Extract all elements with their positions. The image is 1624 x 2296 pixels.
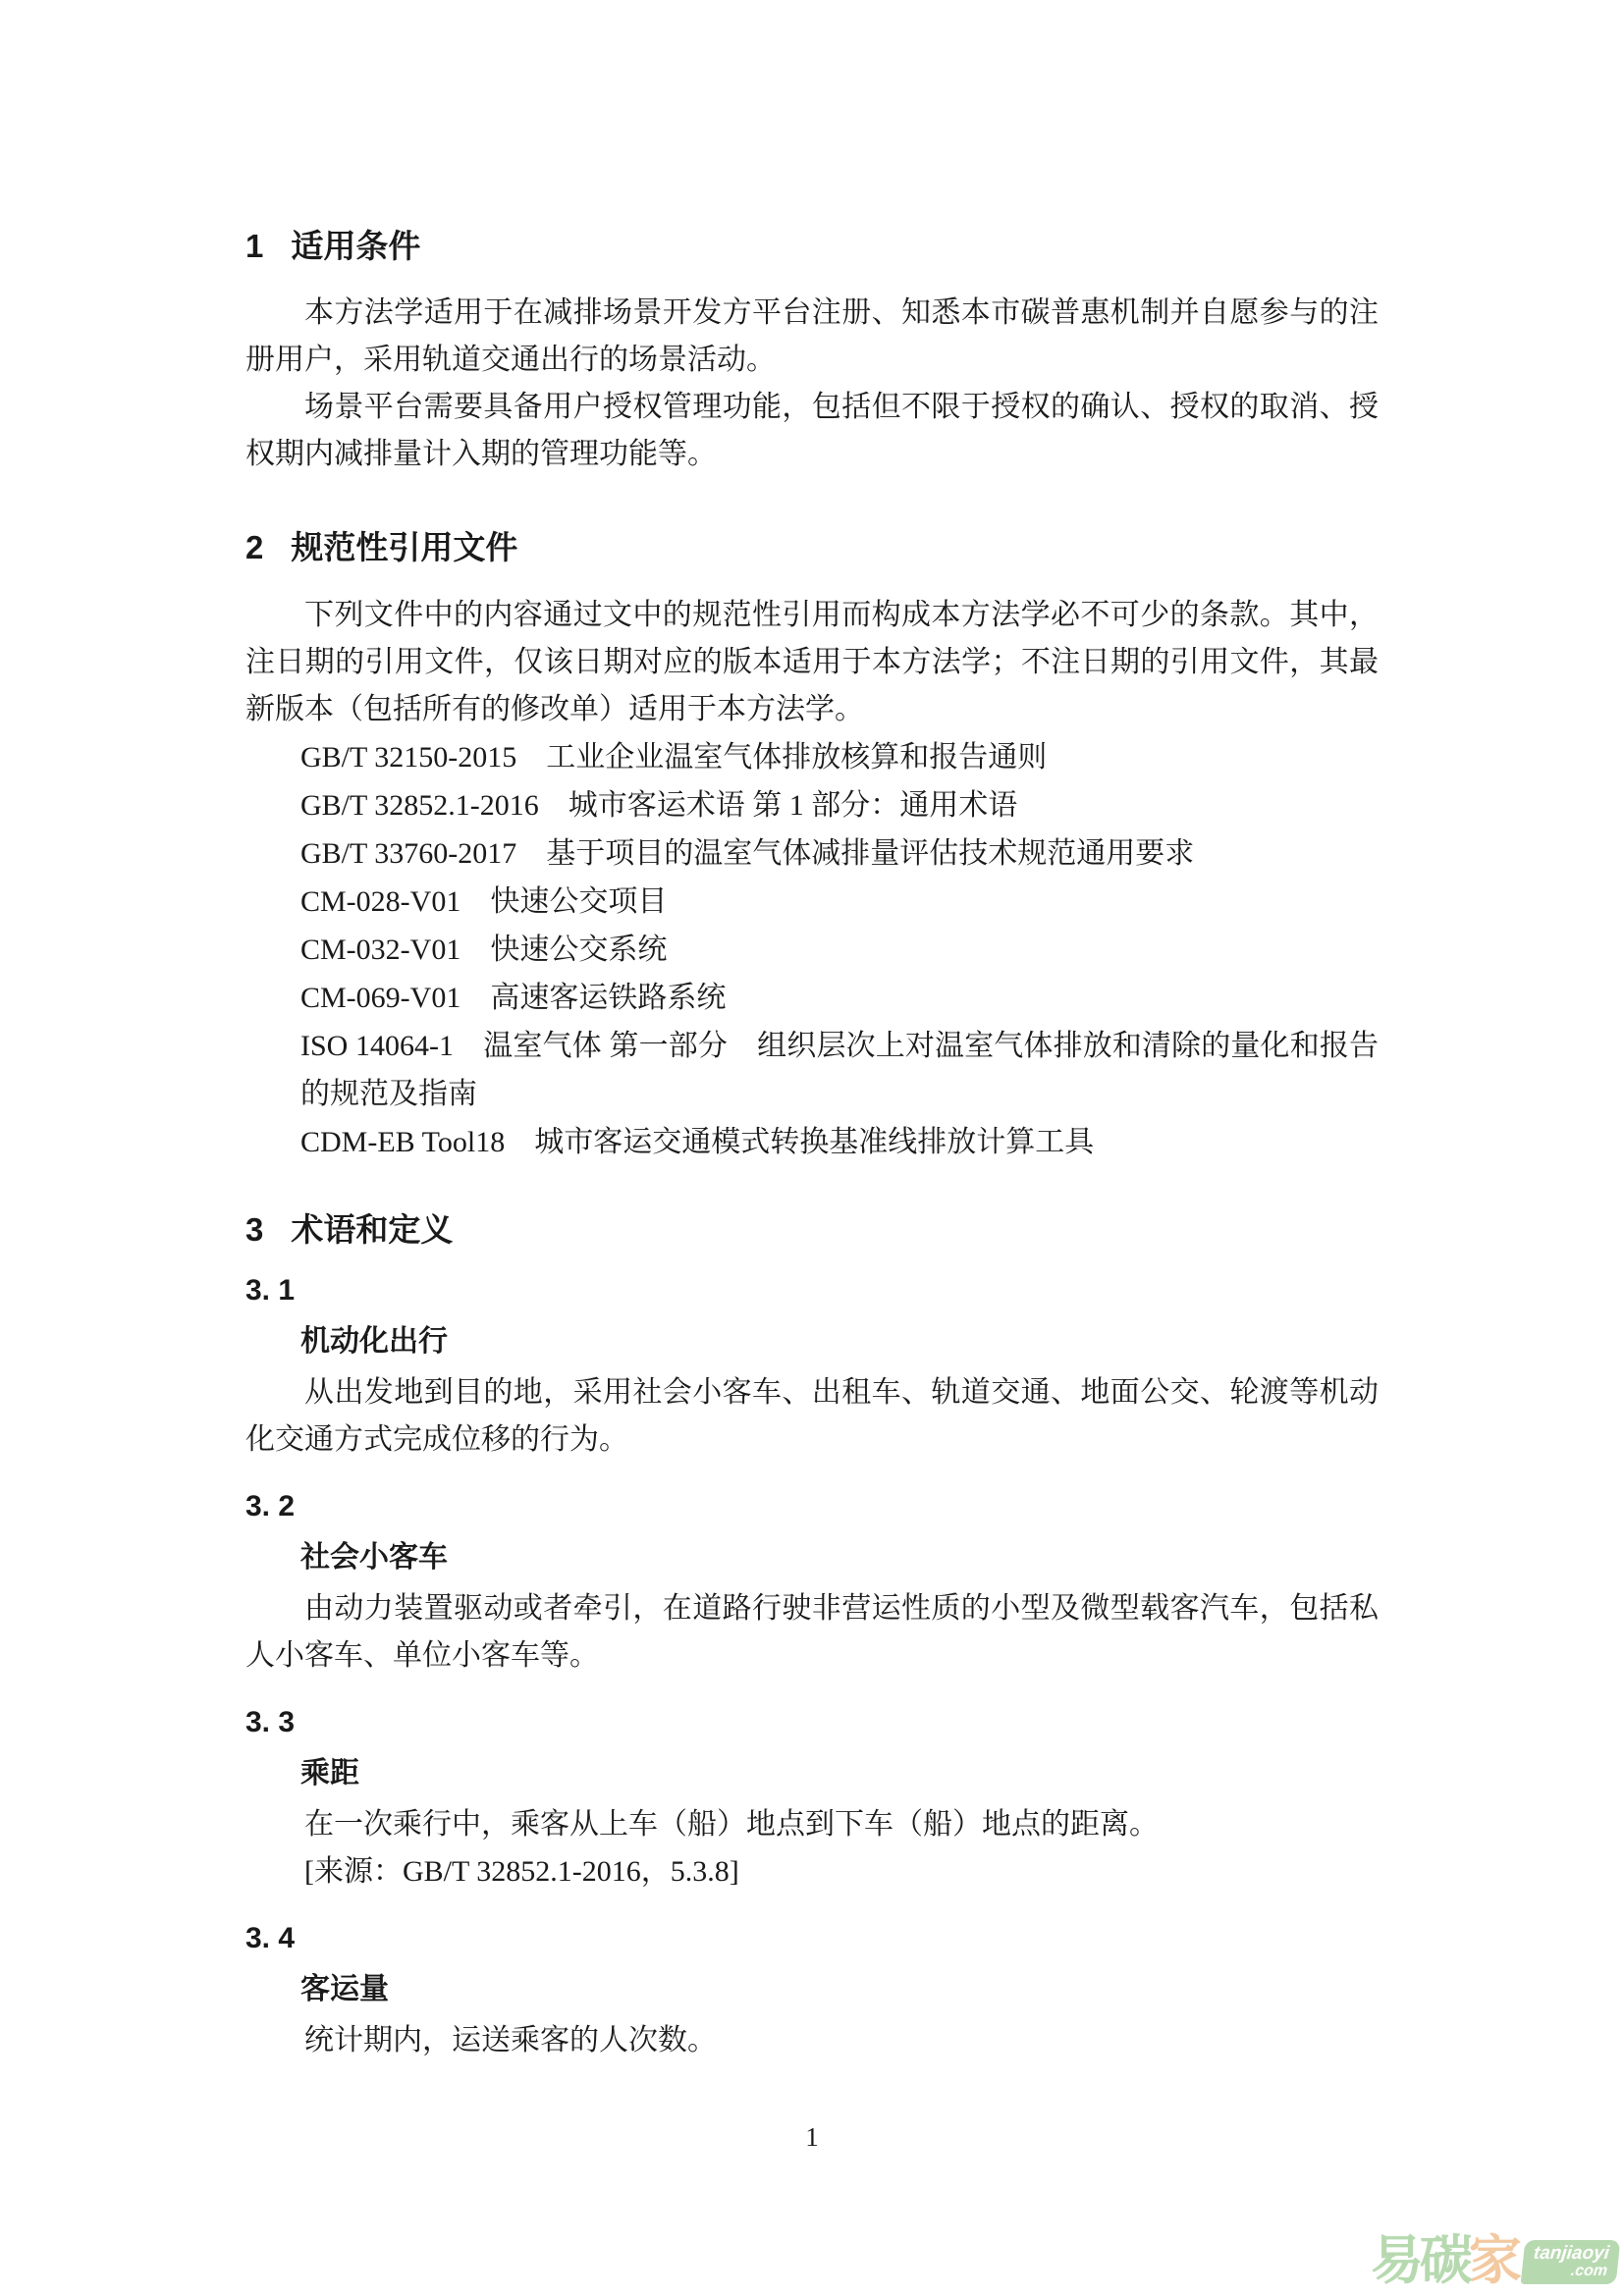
reference-item: CM-032-V01 快速公交系统 (300, 934, 668, 966)
reference-item: ISO 14064-1 温室气体 第一部分 组织层次上对温室气体排放和清除的量化和报告的规范及指南 (300, 1030, 1379, 1110)
term-number-3-1: 3. 1 (245, 1274, 296, 1307)
paragraph: 场景平台需要具备用户授权管理功能，包括但不限于授权的确认、授权的取消、授权期内减排量计入期的管理功能等。 (245, 391, 1379, 470)
document-body (245, 229, 1379, 2064)
reference-item: CM-028-V01 快速公交项目 (300, 885, 668, 918)
term-definition: 在一次乘行中，乘客从上车（船）地点到下车（船）地点的距离。 (304, 1808, 1159, 1841)
term-name: 社会小客车 (300, 1541, 448, 1574)
reference-item: GB/T 32852.1-2016 城市客运术语 第 1 部分：通用术语 (300, 789, 1018, 822)
watermark-domain-name: tanjiaoyi (1532, 2243, 1611, 2264)
normative-reference-list (245, 733, 1379, 1166)
reference-item: CM-069-V01 高速客运铁路系统 (300, 982, 727, 1014)
section-number: 2 (245, 529, 264, 565)
watermark-text-green: 易碳 (1370, 2231, 1469, 2290)
watermark-text-orange: 家 (1468, 2231, 1518, 2290)
tanjiaoyi-watermark-logo (1370, 2231, 1618, 2290)
section-number: 1 (245, 228, 264, 264)
section-heading-1 (245, 229, 1379, 264)
page-number: 1 (805, 2122, 819, 2152)
paragraph: 下列文件中的内容通过文中的规范性引用而构成本方法学必不可少的条款。其中，注日期的引用文件，仅该日期对应的版本适用于本方法学；不注日期的引用文件，其最新版本（包括所有的修改单）适用于本方法学。 (245, 599, 1379, 725)
watermark-domain-tld: .com (1569, 2263, 1608, 2279)
term-definition: 由动力装置驱动或者牵引，在道路行驶非营运性质的小型及微型载客汽车，包括私人小客车、单位小客车等。 (245, 1592, 1379, 1672)
reference-item: CDM-EB Tool18 城市客运交通模式转换基准线排放计算工具 (300, 1126, 1095, 1158)
reference-item: GB/T 32150-2015 工业企业温室气体排放核算和报告通则 (300, 741, 1048, 774)
term-number-3-4: 3. 4 (245, 1922, 296, 1954)
term-name: 机动化出行 (300, 1325, 448, 1358)
watermark-domain-badge (1521, 2240, 1621, 2284)
section-title: 规范性引用文件 (291, 529, 518, 565)
term-number-3-2: 3. 2 (245, 1490, 296, 1522)
section-heading-3 (245, 1212, 1379, 1248)
section-title: 术语和定义 (291, 1211, 454, 1248)
paragraph: 本方法学适用于在减排场景开发方平台注册、知悉本市碳普惠机制并自愿参与的注册用户，采用轨道交通出行的场景活动。 (245, 296, 1379, 376)
section-number: 3 (245, 1211, 264, 1248)
term-number-3-3: 3. 3 (245, 1706, 296, 1738)
section-title: 适用条件 (291, 228, 421, 264)
term-definition: 统计期内，运送乘客的人次数。 (304, 2024, 717, 2056)
term-source-note: [来源：GB/T 32852.1-2016，5.3.8] (304, 1855, 739, 1888)
reference-item: GB/T 33760-2017 基于项目的温室气体减排量评估技术规范通用要求 (300, 837, 1195, 870)
term-name: 乘距 (300, 1757, 359, 1789)
term-definition: 从出发地到目的地，采用社会小客车、出租车、轨道交通、地面公交、轮渡等机动化交通方式完成位移的行为。 (245, 1376, 1379, 1456)
term-name: 客运量 (300, 1973, 389, 2005)
section-heading-2 (245, 530, 1379, 565)
